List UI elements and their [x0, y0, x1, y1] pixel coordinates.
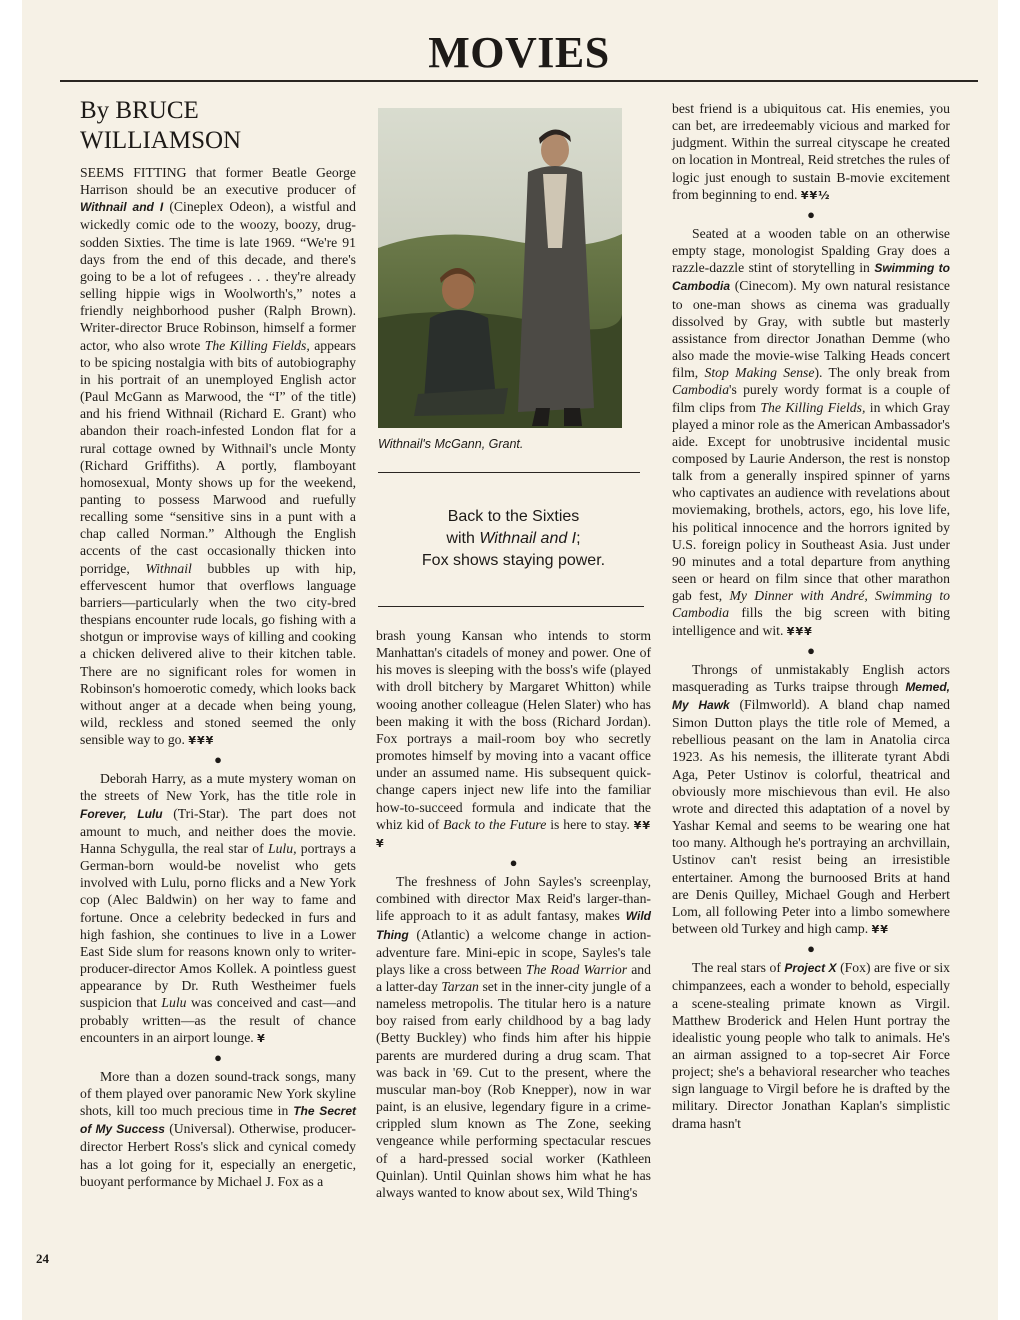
rating-icon: ¥ [257, 1031, 266, 1045]
column-2 [376, 627, 651, 1201]
review-swimming-to-cambodia: Seated at a wooden table on an otherwise empty stage, monologist Spalding Gray does a razzle-dazzle stint of storytelling in Swimming to Cambodia (Cinecom). My own natural resistance to one-man shows as cinema was gradually dissolved by Gray, with subtle but masterly assistance from director Jonathan Demme (who also made the movie-wise Talking Heads concert film, Stop Making Sense). The only break from Cambodia's purely wordy format is a couple of film clips from The Killing Fields, in which Gray played a minor role as the American Ambassador's aide. Except for unobtrusive incidental music composed by Laurie Anderson, the rest is nonstop talk from a generally inspired spinner of yarns who captivates an audience with revelations about moviemaking, brothels, actors, ego, his love life, his political innocence and the horrors ignited by U.S. foreign policy in Southeast Asia. Just under 90 minutes and a total departure from anything seen or heard on film since that other marathon gab fest, My Dinner with André, Swimming to Cambodia fills the big screen with biting intelligence and wit. ¥¥¥ [672, 225, 951, 638]
byline: By BRUCE WILLIAMSON [80, 97, 242, 154]
column-3 [672, 100, 950, 1132]
rating-icon: ¥¥¥ [786, 624, 813, 638]
review-wild-thing: The freshness of John Sayles's screenplay, combined with director Max Reid's larger-than-life approach to it as adult fantasy, makes Wild Thing (Atlantic) a welcome change in action-adventure fare. Mini-epic in scope, Sayles's tale plays like a cross between The Road Warrior and a latter-day Tarzan set in the inner-city jungle of a nameless metropolis. The titular hero is a nature boy raised from early childhood by a bag lady (Betty Buckley) who finds him after his hippie parents are murdered during a drug scam. That was back in '69. Cut to the present, where the muscular man-boy (Rob Knepper), now in war paint, is an elusive, legendary figure in a crime-crippled slum known as The Zone, seeking vengeance while performing spectacular rescues of a hard-pressed social worker (Kathleen Quinlan). Until Quinlan shows him what he has always wanted to know about sex, Wild Thing's [376, 874, 651, 1200]
review-project-x: The real stars of Project X (Fox) are five or six chimpanzees, each a wonder to behold, especially a scene-stealing primate known as Virgil. Matthew Broderick and Helen Hunt portray the idealistic young people who talk to animals. He's an airman assigned to a top-secret Air Force project; she's a behavioral researcher who teaches sign language to Virgil before he is drafted by the military. Director Jonathan Kaplan's simplistic drama hasn't [672, 960, 950, 1131]
rating-icon: ¥¥½ [800, 188, 831, 202]
review-memed-my-hawk: Throngs of unmistakably English actors masquerading as Turks traipse through Memed, My Hawk (Filmworld). A bland chap named Simon Dutton plays the title role of Memed, a rebellious peasant on the lam in Anatolia circa 1923. As his nemesis, the illiterate tyrant Abdi Aga, Peter Ustinov is colorful, theatrical and obviously more mischievous than evil. He also wrote and directed this adaptation of a novel by Yashar Kemal and seems to be wearing one hat too many. Although he's portraying an archvillain, Ustinov can't resist being an irresistible entertainer. Among the burnoosed Brits at hand are Denis Quilley, Michael Gough and Herbert Lom, all following Peter into a limbo somewhere between old Turkey and high camp. ¥¥ [672, 661, 950, 937]
column-1 [80, 96, 356, 1190]
bullet-divider: ● [214, 1049, 222, 1065]
rating-icon: ¥¥ [871, 923, 889, 937]
review-secret-of-my-success: More than a dozen sound-track songs, many of them played over panoramic New York skyline shots, kill too much precious time in The Secret of My Success (Universal). Otherwise, producer-director Herbert Ross's slick and cynical comedy has a lot going for it, especially an energetic, buoyant performance by Michael J. Fox as a [80, 1068, 356, 1189]
bullet-divider: ● [509, 855, 518, 871]
pull-quote: Back to the Sixties with Withnail and I; Fox shows staying power. [421, 508, 606, 569]
film-still-photo [378, 108, 622, 428]
bullet-divider: ● [807, 941, 815, 957]
review-wild-thing-continued: best friend is a ubiquitous cat. His enemies, you can bet, are irredeemably vicious and marked for judgment. Within the surreal cityscape he created on location in Montreal, Reid stretches the rules of logic just enough to sustain B-movie excitement from beginning to end. ¥¥½ [672, 101, 950, 202]
pull-quote-rule-top [378, 472, 640, 473]
photo-caption: Withnail's McGann, Grant. [378, 437, 524, 451]
rating-icon: ¥¥¥ [376, 818, 651, 850]
rating-icon: ¥¥¥ [188, 734, 215, 748]
pull-quote-rule-bottom [378, 606, 644, 607]
bullet-divider: ● [807, 206, 815, 222]
review-secret-continued: brash young Kansan who intends to storm Manhattan's citadels of money and power. One of his moves is sleeping with the boss's wife (played with droll bitchery by Margaret Whitton) while wooing another colleague (Helen Slater) who has been making it with the boss (Richard Jordan). Fox portrays a mail-room boy who secretly promotes himself by moving into a vacant office under an assumed name. His subsequent quick-change capers inject new life into the familiar how-to-succeed formula and indicate that the whiz kid of Back to the Future is here to stay. ¥¥¥ [376, 628, 651, 850]
bullet-divider: ● [214, 752, 222, 768]
section-title: MOVIES [428, 28, 610, 77]
page-number: 24 [36, 1251, 49, 1266]
review-withnail: SEEMS FITTING that former Beatle George Harrison should be an executive producer of Withnail and I (Cineplex Odeon), a wistful and wickedly comic ode to the woozy, boozy, drug-sodden Sixties. The time is late 1969. “We're 91 days from the end of this decade, and there's going to be a lot of refugees . . . they're already selling hippie wigs in Woolworth's,” notes a friendly neighborhood pusher (Ralph Brown). Writer-director Bruce Robinson, himself a former actor, who also wrote The Killing Fields, appears to be spicing nostalgia with bits of autobiography in his portrait of an unemployed English actor (Paul McGann as Marwood, the “I” of the title) and his friend Withnail (Richard E. Grant) who abandon their roach-infested London flat for a rural cottage owned by Withnail's uncle Monty (Richard Griffiths). A portly, flamboyant homosexual, Monty shows up for the weekend, panting to possess Marwood and ruefully recalling some “sensitive sins in a punt with a chap called Norman.” Although the English accents of the cast occasionally thicken into porridge, Withnail bubbles up with hip, effervescent humor that overflows language barriers—particularly when the two city-bred thespians encounter rude locals, go fishing with a shotgun or improvise ways of killing and cooking a chicken delivered alive to their kitchen table. There are no significant roles for women in Robinson's homoerotic comedy, which looks back without anger at a decade when being young, wild, reckless and stoned seemed the only sensible way to go. ¥¥¥ [80, 165, 356, 748]
bullet-divider: ● [807, 642, 815, 658]
film-still-image [378, 108, 622, 428]
section-masthead [60, 28, 978, 82]
review-forever-lulu: Deborah Harry, as a mute mystery woman on the streets of New York, has the title role in Forever, Lulu (Tri-Star). The part does not amount to much, and neither does the movie. Hanna Schygulla, the real star of Lulu, portrays a German-born would-be novelist who gets involved with Lulu, porno flicks and a New York cop (Alec Baldwin) on her way to fame and fortune. Once a celebrity bedecked in furs and high fashion, she continues to live in a Lower East Side slum for reasons known only to writer-producer-director Amos Kollek. A pointless guest appearance by Dr. Ruth Westheimer fuels suspicion that Lulu was conceived and cast—and probably written—as the result of chance encounters in an airport lounge. ¥ [80, 771, 357, 1045]
